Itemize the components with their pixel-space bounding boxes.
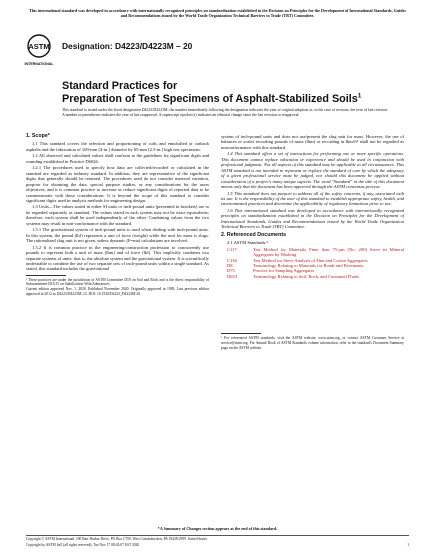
page-title [62, 80, 361, 105]
title-line-1: Standard Practices for [62, 80, 178, 92]
astm-logo [26, 34, 52, 68]
right-column [221, 134, 404, 350]
section-1-3-2: 1.3.2 It is common practice in the engineering/construction profession to concurrently use pounds to represent both a unit of mass (lbm) and of force (lbf). This implicitly combines two separate systems of units; that is, the absolute system and the gravitational system. It is scientifically undesirable to combine the use of two separate sets of inch-pound units within a single standard. As stated, this standard includes the gravitational [26, 244, 209, 272]
section-1-3-2-continued: system of inch-pound units and does not use/present the slug unit for mass. However, the use of balances or scales recording pounds of mass (lbm) or recording in lbm/ft³ shall not be regarded as nonconformance with this standard. [221, 134, 404, 150]
scope-heading: 1. Scope* [26, 133, 50, 139]
section-1-3: 1.3 Units—The values stated in either SI units or inch-pound units [presented in brackets] are to be regarded separately as standard. The values stated in each system may not be exact equivalents; therefore, each system shall be used independently of the other. Combining values from the two systems may result in non-conformance with the standard. [26, 204, 209, 226]
section-1-6: 1.6 This international standard was developed in accordance with internationally recognized principles on standardization established in the Decision on Principles for the Development of International Standards, Guides and Recommendations issued by the World Trade Organization Technical Barriers to Trade (TBT) Committee. [221, 207, 404, 230]
footnote-rule-right [221, 333, 261, 334]
summary-of-changes-note: *A Summary of Changes section appears at the end of this standard. [157, 526, 278, 531]
section-1-2: 1.2 All observed and calculated values shall conform to the guidelines for significant digits and rounding established in Practice D6026. [26, 153, 209, 164]
footnote-edition: Current edition approved Nov. 1, 2020. Published November 2020. Originally approved in 1983. Last previous edition approved in 2012 as D4223/D4223M–12. DOI: 10.1520/D4223_D4223M-20. [26, 287, 209, 296]
standard-note: This standard is issued under the fixed designation D4223/D4223M; the number immediately following the designation indicates the year of original adoption or, in the case of revision, the year of last revision. A number in parentheses indicates the year of last reapproval. A superscript epsilon (ε) indicates an editorial change since the last revision or reapproval. [62, 108, 388, 117]
referenced-documents-heading: 2. Referenced Documents [221, 231, 287, 238]
ref-title[interactable]: Test Method for Sieve Analysis of Fine and Coarse Aggregates [253, 257, 368, 263]
footnote-1: ¹ These practices are under the jurisdiction of ASTM Committee D18 on Soil and Rock and is the direct responsibility of Subcommittee D18.15 on Stabilization With Admixtures. [26, 277, 209, 287]
footnote-2: ² For referenced ASTM standards, visit the ASTM website, www.astm.org, or contact ASTM Customer Service at service@astm.org. For Annual Book of ASTM Standards volume information, refer to the standard's Document Summary page on the ASTM website. [221, 336, 404, 350]
ref-title[interactable]: Terminology Relating to Materials for Roads and Pavements [253, 262, 364, 268]
astm-standards-label: 2.1 ASTM Standards:² [227, 240, 268, 246]
footer-divider [26, 535, 409, 536]
section-1-2-1: 1.2.1 The procedures used to specify how data are collected/recorded or calculated in the standard are regarded as industry standard. In addition, they are representative of the significant digits that generally should be retained. The procedures used do not consider material variation, purpose for obtaining the data, special purpose studies, or any considerations for the users objectives; and it is common practice to increase or reduce significant digits of reported data to be commensurate with these considerations. It is beyond the scope of this standard to consider significant digits used in analysis methods for engineering design. [26, 165, 209, 203]
copyright-address: Copyright © ASTM International, 100 Barr Harbor Drive, PO Box C700, West Conshohocken, PA 19428-2959. United States [26, 537, 208, 541]
ref-code[interactable]: D653 [227, 273, 238, 279]
copyright-line: Copyright by ASTM Int'l (all rights reserved); Tue Nov 17 08:43:07 EST 2020 1 [26, 543, 409, 547]
designation: Designation: D4223/D4223M – 20 [62, 41, 193, 51]
page-number: 1 [407, 543, 409, 547]
ref-code[interactable]: D8 [227, 262, 233, 268]
svg-text:INTERNATIONAL: INTERNATIONAL [24, 62, 54, 66]
title-line-2: Preparation of Test Specimens of Asphalt-Stabilized Soils$^1$ [62, 92, 362, 105]
ref-code[interactable]: C136 [227, 257, 237, 263]
footnote-rule [26, 275, 66, 276]
left-column [26, 134, 209, 296]
ref-title[interactable]: Practice for Sampling Aggregates [253, 268, 315, 274]
ref-item[interactable] [221, 247, 404, 258]
section-1-4: 1.4 This standard offers a set of instructions for performing one or more specific operations. This document cannot replace education or experience and should be used in conjunction with professional judgment. Not all aspects of this standard may be applicable in all circumstances. This ASTM standard is not intended to represent or replace the standard of care by which the adequacy of a given professional service must be judged, nor should this document be applied without consideration of a project's many unique aspects. The word "Standard" in the title of this document means only that the document has been approved through the ASTM consensus process. [221, 151, 404, 190]
notice-text: This international standard was developed in accordance with internationally recognized principles on standardization established in the Decision on Principles for the Development of International Standards, Guides and Recommendations issued by the World Trade Organization Technical Barriers to Trade (TBT) Committee. [29, 8, 406, 19]
section-1-3-1: 1.3.1 The gravitational system of inch-pound units is used when dealing with inch-pound units. In this system, the pound (lbf) represents a unit of force (weight) while the unit for mass is slugs. The rationalized slug unit is not given, unless dynamic (F=ma) calculations are involved. [26, 227, 209, 244]
section-1-1: 1.1 This standard covers the selection and proportioning of soils and emulsified or cutback asphalts and the fabrication of 100-mm [4-in.] diameter by 65-mm [2.5-in.] high test specimens. [26, 141, 209, 152]
ref-code[interactable]: C117 [227, 246, 237, 252]
section-1-5: 1.5 This standard does not purport to address all of the safety concerns, if any, associated with its use. It is the responsibility of the user of this standard to establish appropriate safety, health, and environmental practices and determine the applicability of regulatory limitations prior to use. [221, 190, 404, 207]
ref-item[interactable] [221, 274, 404, 279]
ref-title[interactable]: Terminology Relating to Soil, Rock, and Contained Fluids [253, 273, 360, 279]
ref-title[interactable]: Test Method for Materials Finer than 75-μm (No. 200) Sieve in Mineral Aggregates by Washing [253, 246, 404, 258]
svg-text:ASTM: ASTM [28, 42, 50, 51]
ref-code[interactable]: D75 [227, 268, 235, 274]
